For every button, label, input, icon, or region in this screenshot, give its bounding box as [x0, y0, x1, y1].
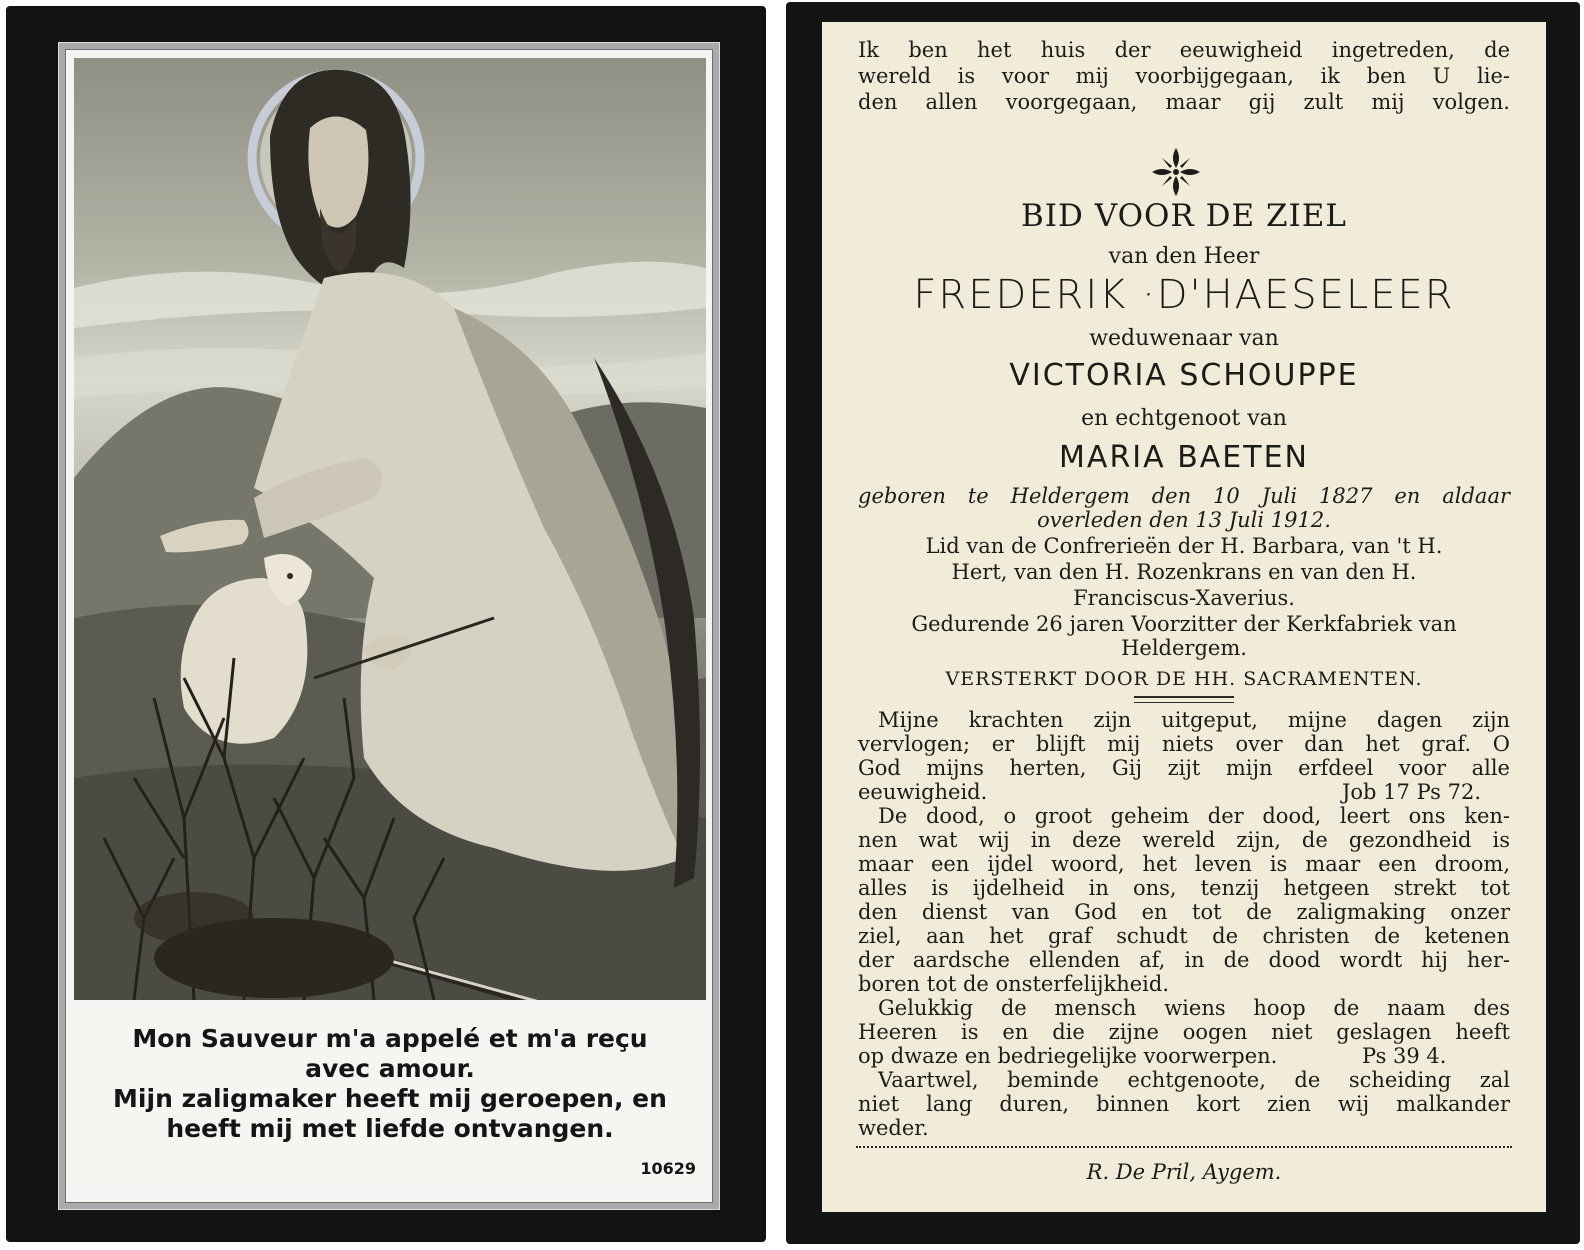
- biography-line-3: Franciscus-Xaverius.: [1073, 586, 1295, 610]
- prayer-3-reference: Ps 39 4.: [1362, 1044, 1447, 1068]
- sacraments-line: VERSTERKT DOOR DE HH. SACRAMENTEN.: [945, 668, 1423, 690]
- birth-death-line-2: overleden den 13 Juli 1912.: [1037, 508, 1331, 532]
- prayer-4-line-1: Vaartwel, beminde echtgenoote, de scheiding zal: [878, 1068, 1510, 1092]
- caption-line-dutch-1: Mijn zaligmaker heeft mij geroepen, en: [113, 1084, 667, 1113]
- caption-line-french-2: avec amour.: [305, 1054, 475, 1083]
- biography-line-4: Gedurende 26 jaren Voorzitter der Kerkfabriek van: [911, 612, 1457, 636]
- biography-line-1: Lid van de Confrerieën der H. Barbara, van 't H.: [925, 534, 1443, 558]
- caption-line-french-1: Mon Sauveur m'a appelé et m'a reçu: [132, 1024, 648, 1053]
- divider-short-thin: [1134, 702, 1234, 703]
- prayer-1-line-1: Mijne krachten zijn uitgeput, mijne dagen zijn: [878, 708, 1510, 732]
- prayer-1-line-3: God mijns herten, Gij zijt mijn erfdeel voor alle: [858, 756, 1510, 780]
- prayer-3-line-3: op dwaze en bedriegelijke voorwerpen.: [858, 1044, 1278, 1068]
- print-number: 10629: [640, 1159, 696, 1178]
- prayer-2-line-7: der aardsche ellenden af, in de dood wordt hij her-: [858, 948, 1510, 972]
- memorial-text-panel: [822, 22, 1546, 1212]
- caption-line-dutch-2: heeft mij met liefde ontvangen.: [166, 1114, 614, 1143]
- prayer-2-line-3: maar een ijdel woord, het leven is maar een droom,: [858, 852, 1510, 876]
- biography-line-5: Heldergem.: [1121, 636, 1247, 660]
- prayer-2-line-5: den dienst van God en tot de zaligmaking onzer: [858, 900, 1510, 924]
- holy-card-back: [786, 2, 1580, 1244]
- prayer-2-line-2: nen wat wij in deze wereld zijn, de gezondheid is: [858, 828, 1510, 852]
- honorific: van den Heer: [1108, 244, 1260, 269]
- epigraph-line-1: Ik ben het huis der eeuwigheid ingetreden, de: [858, 38, 1510, 62]
- caption-box: [74, 1008, 706, 1188]
- prayer-3-line-1: Gelukkig de mensch wiens hoop de naam des: [878, 996, 1510, 1020]
- picture-frame: [58, 42, 720, 1210]
- prayer-2-line-1: De dood, o groot geheim der dood, leert ons ken-: [878, 804, 1510, 828]
- birth-death-line-1: geboren te Heldergem den 10 Juli 1827 en aldaar: [858, 484, 1510, 508]
- prayer-4-line-3: weder.: [858, 1116, 929, 1140]
- divider-short: [1134, 696, 1234, 698]
- biography-line-2: Hert, van den H. Rozenkrans en van den H.: [951, 560, 1417, 584]
- spouse-of-label: en echtgenoot van: [1081, 406, 1287, 431]
- widower-of-label: weduwenaar van: [1089, 326, 1279, 351]
- prayer-2-line-8: boren tot de onsterfelijkheid.: [858, 972, 1170, 996]
- second-spouse-name: MARIA BAETEN: [1059, 440, 1309, 475]
- good-shepherd-illustration: [74, 58, 706, 1000]
- first-spouse-name: VICTORIA SCHOUPPE: [1009, 358, 1359, 393]
- holy-card-front: [6, 6, 766, 1242]
- prayer-2-line-6: ziel, aan het graf schudt de christen de ketenen: [858, 924, 1510, 948]
- prayer-1-reference: Job 17 Ps 72.: [1342, 780, 1481, 804]
- printer-credit: R. De Pril, Aygem.: [1086, 1160, 1282, 1184]
- prayer-3-line-2: Heeren is en die zijne oogen niet geslagen heeft: [858, 1020, 1510, 1044]
- picture-frame-inner: [65, 49, 713, 1203]
- prayer-1-line-2: vervlogen; er blijft mij niets over dan het graf. O: [858, 732, 1510, 756]
- prayer-heading: BID VOOR DE ZIEL: [1021, 198, 1347, 234]
- deceased-name: FREDERIK ·D'HAESELEER: [913, 272, 1455, 318]
- epigraph-line-2: wereld is voor mij voorbijgegaan, ik ben U lie-: [858, 64, 1510, 88]
- epigraph-line-3: den allen voorgegaan, maar gij zult mij volgen.: [858, 90, 1510, 114]
- prayer-1-line-4: eeuwigheid.: [858, 780, 988, 804]
- prayer-2-line-4: alles is ijdelheid in ons, tenzij hetgeen strekt tot: [858, 876, 1510, 900]
- cross-ornament-icon: [1148, 144, 1204, 200]
- prayer-4-line-2: niet lang duren, binnen kort zien wij malkander: [858, 1092, 1510, 1116]
- dotted-divider: [856, 1146, 1512, 1148]
